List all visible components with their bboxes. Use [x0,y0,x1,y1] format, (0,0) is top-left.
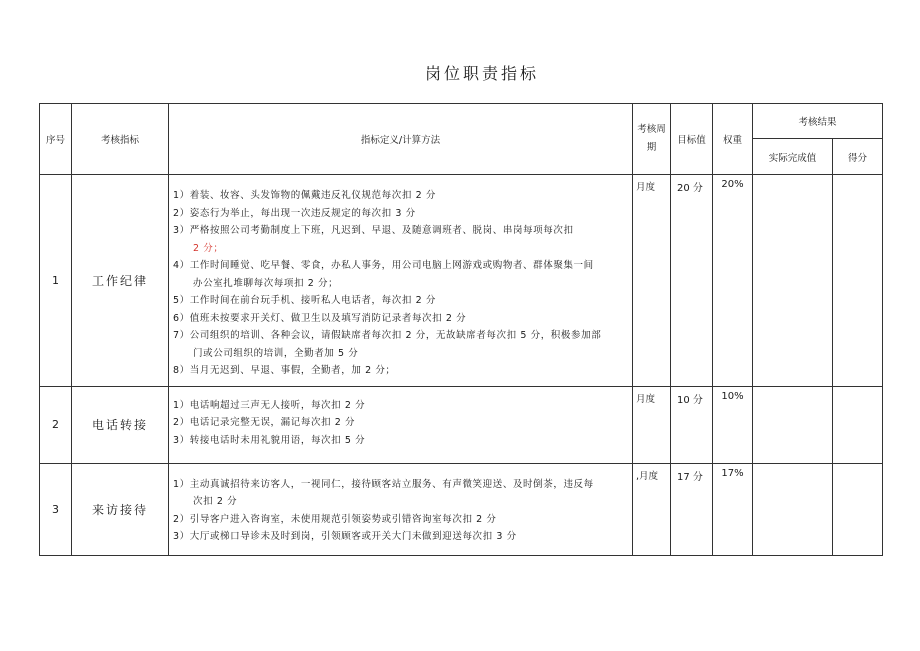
row-period: ,月度 [633,463,671,555]
row-period: 月度 [633,175,671,387]
definition-line: 1）主动真诚招待来访客人，一视同仁，接待顾客站立服务、有声微笑迎送、及时倒茶，违反每 [173,478,594,490]
row-target: 20 分 [671,175,713,387]
definition-line: 5）工作时间在前台玩手机、接听私人电话者，每次扣 2 分 [173,295,436,306]
row-indicator-name: 工作纪律 [72,175,169,387]
row-weight: 17% [713,463,753,555]
table-row [40,386,883,463]
row-target: 17 分 [671,463,713,555]
definition-line: 3）严格按照公司考勤制度上下班，凡迟到、早退、及随意调班者、脱岗、串岗每项每次扣 [173,225,574,236]
row-definition [169,386,633,463]
row-score-cell [833,175,883,387]
definition-line: 门或公司组织的培训，全勤者加 5 分 [193,347,359,359]
row-definition [169,175,633,387]
row-indicator-name: 来访接待 [72,463,169,555]
definition-line: 1）电话响超过三声无人接听，每次扣 2 分 [173,399,366,411]
row-seq: 2 [40,386,72,463]
row-seq: 1 [40,175,72,387]
definition-line: 6）值班未按要求开关灯、做卫生以及填写消防记录者每次扣 2 分 [173,312,467,324]
definition-line: 2）引导客户进入咨询室，未使用规范引领姿势或引错咨询室每次扣 2 分 [173,513,497,525]
definition-line: 8）当月无迟到、早退、事假，全勤者，加 2 分； [173,365,396,376]
row-weight: 10% [713,386,753,463]
row-weight: 20% [713,175,753,387]
indicator-table [39,103,883,556]
row-seq: 3 [40,463,72,555]
row-indicator-name: 电话转接 [72,386,169,463]
header-score: 得分 [833,139,883,175]
row-target: 10 分 [671,386,713,463]
definition-line: 2）姿态行为举止，每出现一次违反规定的每次扣 3 分 [173,207,416,219]
page-title: 岗位职责指标 [424,64,539,83]
header-actual: 实际完成值 [753,139,833,175]
row-period: 月度 [633,386,671,463]
header-weight: 权重 [713,104,753,175]
definition-line: 办公室扎堆聊每次每项扣 2 分； [193,277,339,289]
definition-line: 3）转接电话时未用礼貌用语，每次扣 5 分 [173,434,366,446]
header-seq: 序号 [40,104,72,175]
header-indicator: 考核指标 [72,104,169,175]
row-actual-cell [753,463,833,555]
header-result: 考核结果 [753,104,883,139]
row-actual-cell [753,386,833,463]
header-definition: 指标定义/计算方法 [169,104,633,175]
definition-line: 4）工作时间睡觉、吃早餐、零食，办私人事务，用公司电脑上网游戏或购物者、群体聚集一间 [173,260,594,271]
definition-line: 2 分； [193,242,224,254]
table-row [40,463,883,555]
row-score-cell [833,386,883,463]
row-definition [169,463,633,555]
definition-line: 3）大厅或梯口导诊未及时到岗，引领顾客或开关大门未做到迎送每次扣 3 分 [173,531,517,542]
header-target: 目标值 [671,104,713,175]
header-period: 考核周期 [633,104,671,175]
definition-line: 1）着装、妆容、头发饰物的佩戴违反礼仪规范每次扣 2 分 [173,190,436,201]
row-actual-cell [753,175,833,387]
definition-line: 次扣 2 分 [193,496,238,507]
definition-line: 7）公司组织的培训、各种会议，请假缺席者每次扣 2 分，无故缺席者每次扣 5 分，积极参加部 [173,330,602,341]
definition-line: 2）电话记录完整无误，漏记每次扣 2 分 [173,417,356,428]
table-row [40,175,883,387]
row-score-cell [833,463,883,555]
